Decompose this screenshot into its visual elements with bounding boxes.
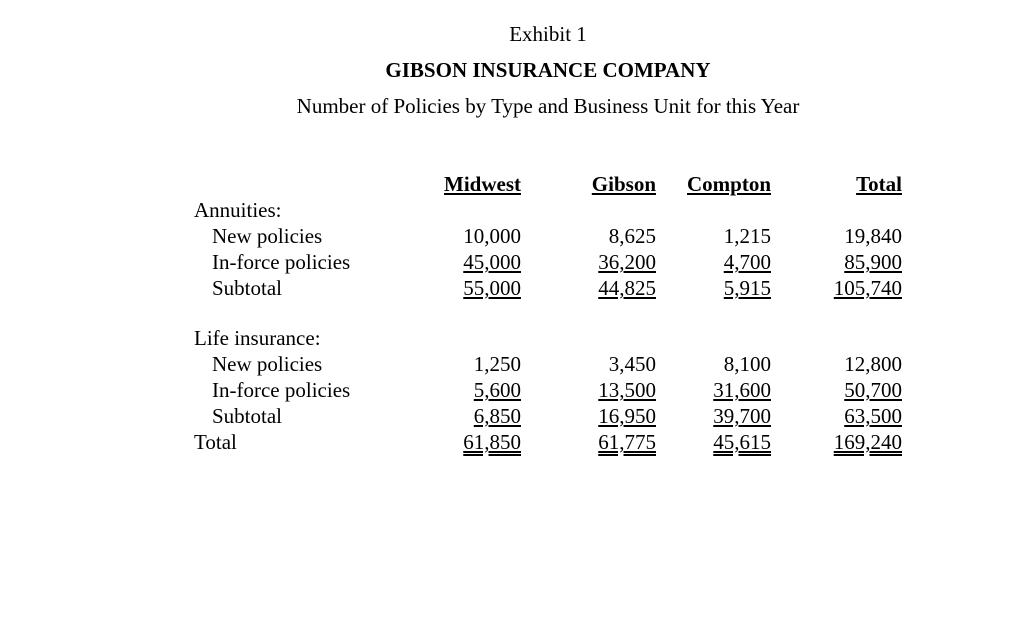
annuities-row-label: In-force policies (212, 250, 351, 274)
life-insurance-value-gibson: 16,950 (598, 404, 656, 428)
life-insurance-value-total: 63,500 (844, 404, 902, 428)
annuities-value-compton: 5,915 (723, 276, 771, 300)
annuities-value-midwest: 45,000 (463, 250, 521, 274)
life-insurance-value-total: 12,800 (844, 352, 902, 376)
col-header-gibson: Gibson (591, 172, 656, 196)
table-subtitle: Number of Policies by Type and Business Unit for this Year (296, 94, 800, 118)
col-header-compton: Compton (686, 172, 771, 196)
life-insurance-value-gibson: 13,500 (598, 378, 656, 402)
annuities-value-compton: 1,215 (723, 224, 771, 248)
total-value-midwest: 61,850 (463, 430, 521, 454)
life-insurance-value-total: 50,700 (844, 378, 902, 402)
life-insurance-value-midwest: 6,850 (473, 404, 521, 428)
annuities-value-compton: 4,700 (723, 250, 771, 274)
life-insurance-value-compton: 8,100 (723, 352, 771, 376)
annuities-value-total: 105,740 (833, 276, 902, 300)
life-insurance-value-gibson: 3,450 (608, 352, 656, 376)
annuities-value-gibson: 44,825 (598, 276, 656, 300)
exhibit-label: Exhibit 1 (509, 22, 587, 46)
life-insurance-value-compton: 31,600 (713, 378, 771, 402)
annuities-section-title: Annuities: (194, 198, 282, 222)
annuities-value-total: 19,840 (844, 224, 902, 248)
annuities-value-midwest: 10,000 (463, 224, 521, 248)
total-value-gibson: 61,775 (598, 430, 656, 454)
annuities-value-gibson: 8,625 (608, 224, 656, 248)
col-header-total: Total (856, 172, 902, 196)
total-value-compton: 45,615 (713, 430, 771, 454)
life-insurance-value-midwest: 5,600 (473, 378, 521, 402)
annuities-row-label: Subtotal (212, 276, 283, 300)
total-row-label: Total (194, 430, 237, 454)
annuities-value-total: 85,900 (844, 250, 902, 274)
life-insurance-section-title: Life insurance: (194, 326, 321, 350)
life-insurance-value-midwest: 1,250 (473, 352, 521, 376)
life-insurance-row-label: New policies (212, 352, 323, 376)
annuities-value-midwest: 55,000 (463, 276, 521, 300)
total-value-total: 169,240 (833, 430, 902, 454)
life-insurance-row-label: In-force policies (212, 378, 351, 402)
life-insurance-value-compton: 39,700 (713, 404, 771, 428)
col-header-midwest: Midwest (444, 172, 521, 196)
annuities-value-gibson: 36,200 (598, 250, 656, 274)
annuities-row-label: New policies (212, 224, 323, 248)
company-title: GIBSON INSURANCE COMPANY (385, 58, 711, 82)
life-insurance-row-label: Subtotal (212, 404, 283, 428)
